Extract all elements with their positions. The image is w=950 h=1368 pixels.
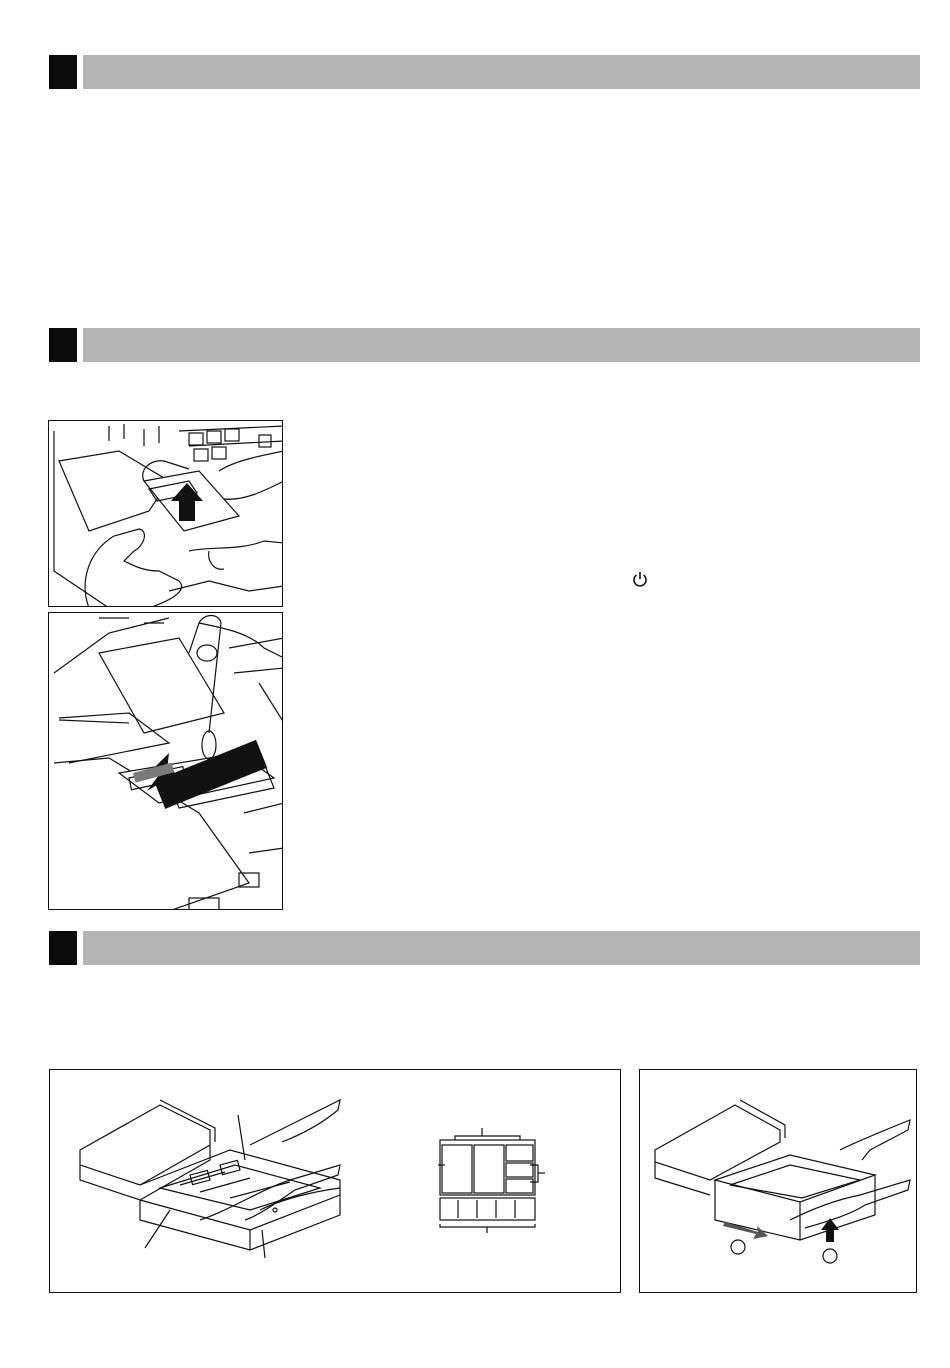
section-number-box (49, 328, 77, 362)
section-header-1 (49, 55, 920, 89)
section-title-band (83, 931, 920, 965)
drawer-coin-case-illustration (50, 1070, 621, 1293)
print-head-cleaning-illustration (49, 613, 283, 910)
figure-drawer-removal (639, 1069, 917, 1293)
figure-drawer-coin-case (49, 1069, 621, 1293)
section-number-box (49, 55, 77, 89)
printer-cover-illustration (49, 421, 283, 607)
section-header-2 (49, 328, 920, 362)
section-title-band (83, 55, 920, 89)
section-number-box (49, 931, 77, 965)
drawer-removal-illustration (640, 1070, 917, 1293)
power-symbol-icon (632, 570, 648, 588)
section-header-3 (49, 931, 920, 965)
figure-printer-cover-removal (48, 420, 283, 607)
section-title-band (83, 328, 920, 362)
figure-print-head-cleaning (48, 612, 283, 910)
